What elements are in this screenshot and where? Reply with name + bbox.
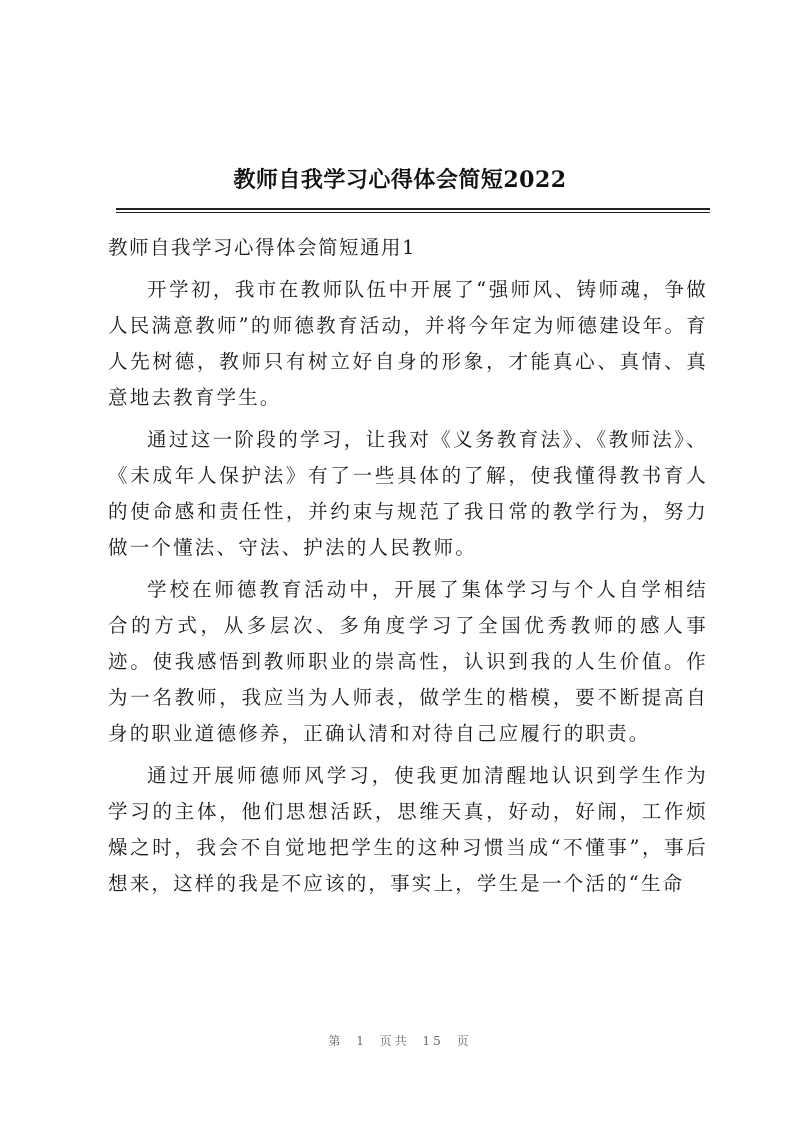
page-footer xyxy=(0,1032,800,1049)
paragraph-4: 通过开展师德师风学习，使我更加清醒地认识到学生作为学习的主体，他们思想活跃，思维天真，好动，好闹，工作烦燥之时，我会不自觉地把学生的这种习惯当成“不懂事”，事后想来，这样的我是不应该的，事实上，学生是一个活的“生命 xyxy=(108,764,708,895)
title-divider xyxy=(116,208,710,210)
paragraph-3: 学校在师德教育活动中，开展了集体学习与个人自学相结合的方式，从多层次、多角度学习了全国优秀教师的感人事迹。使我感悟到教师职业的崇高性，认识到我的人生价值。作为一名教师，我应当为人师表，做学生的楷模，要不断提高自身的职业道德修养，正确认清和对待自己应履行的职责。 xyxy=(108,578,708,745)
document-title: 教师自我学习心得体会简短2022 xyxy=(233,167,567,193)
footer-middle: 页共 xyxy=(379,1034,410,1048)
document-subtitle: 教师自我学习心得体会简短通用1 xyxy=(108,236,416,259)
document-body xyxy=(108,230,708,908)
paragraph-1: 开学初，我市在教师队伍中开展了“强师风、铸师魂，争做人民满意教师”的师德教育活动，并将今年定为师德建设年。育人先树德，教师只有树立好自身的形象，才能真心、真情、真意地去教育学生。 xyxy=(108,278,708,409)
paragraph-2: 通过这一阶段的学习，让我对《义务教育法》、《教师法》、《未成年人保护法》有了一些具体的了解，使我懂得教书育人的使命感和责任性，并约束与规范了我日常的教学行为，努力做一个懂法、守法、护法的人民教师。 xyxy=(108,428,708,559)
footer-page-number: 1 xyxy=(356,1034,367,1048)
footer-total-pages: 15 xyxy=(422,1034,444,1048)
footer-suffix: 页 xyxy=(456,1034,472,1048)
footer-prefix: 第 xyxy=(328,1034,344,1048)
